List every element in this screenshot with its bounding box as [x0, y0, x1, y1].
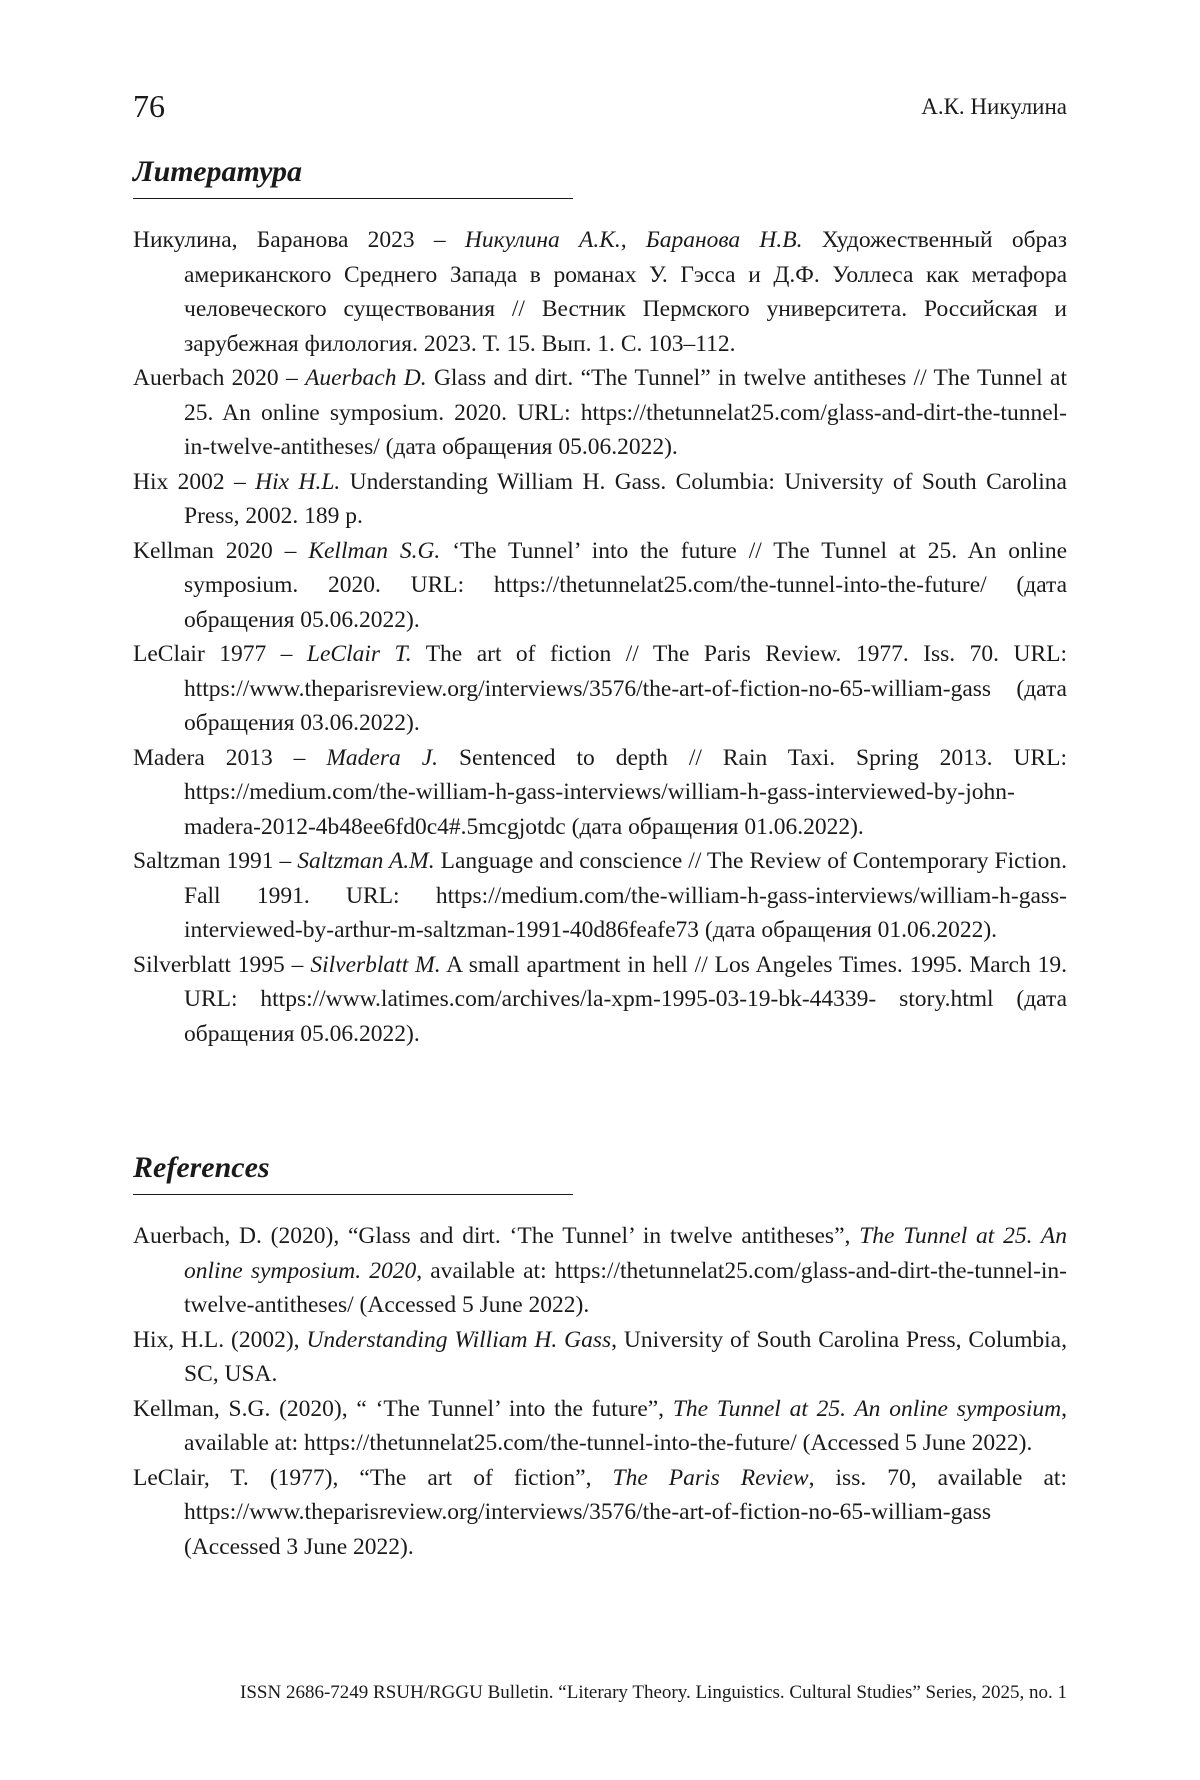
reference-body: , available at: https://thetunnelat25.com/the-tunnel-into-the-future/ (Accessed 5 June 2022).	[184, 1395, 1068, 1456]
reference-source-title: The Tunnel at 25. An online symposium	[672, 1395, 1062, 1422]
reference-lead: Kellman, S.G. (2020), “ ‘The Tunnel’ into the future”,	[133, 1395, 673, 1422]
reference-authors: Kellman S.G.	[308, 537, 441, 564]
reference-body: Understanding William H. Gass. Columbia: University of South Carolina Press, 2002. 189 p.	[184, 468, 1067, 529]
reference-body: ‘The Tunnel’ into the future // The Tunnel at 25. An online symposium. 2020. URL: https://thetunnelat25.com/the-tunnel-into-the-future/ (дата обращения 05.06.2022).	[184, 537, 1067, 633]
reference-authors: Silverblatt M.	[310, 951, 441, 978]
reference-entry	[133, 534, 1067, 638]
journal-footer: ISSN 2686-7249 RSUH/RGGU Bulletin. “Literary Theory. Linguistics. Cultural Studies” Series, 2025, no. 1	[240, 1682, 1067, 1703]
reference-key: Kellman 2020 –	[133, 537, 309, 564]
reference-key: Auerbach 2020 –	[133, 365, 306, 391]
reference-entry	[133, 1392, 1067, 1461]
page-number: 76	[133, 88, 165, 124]
reference-authors: Auerbach D.	[305, 365, 427, 391]
reference-entry	[133, 637, 1067, 741]
reference-entry	[133, 948, 1067, 1052]
references-section	[133, 1148, 1067, 1564]
reference-key: Saltzman 1991 –	[133, 848, 298, 874]
reference-body: , University of South Carolina Press, Columbia, SC, USA.	[184, 1326, 1067, 1387]
reference-key: Madera 2013 –	[133, 744, 327, 771]
reference-body: The art of fiction // The Paris Review. 1977. Iss. 70. URL: https://www.theparisreview.org/interviews/3576/the-art-of-fiction-no-65-william-gass (дата обращения 03.06.2022).	[184, 641, 1067, 736]
reference-authors: Saltzman A.M.	[297, 848, 435, 874]
reference-entry	[133, 1323, 1067, 1392]
reference-entry	[133, 361, 1067, 465]
reference-body: , iss. 70, available at: https://www.theparisreview.org/interviews/3576/the-art-of-fiction-no-65-william-gass (Accessed 3 June 2022).	[184, 1464, 1067, 1560]
reference-body: , available at: https://thetunnelat25.com/glass-and-dirt-the-tunnel-in-twelve-antitheses/ (Accessed 5 June 2022).	[184, 1257, 1068, 1318]
literature-section	[133, 152, 1067, 1051]
reference-key: Silverblatt 1995 –	[133, 951, 311, 978]
section-divider	[133, 198, 573, 199]
section-divider	[133, 1194, 573, 1195]
reference-entry	[133, 741, 1067, 845]
reference-authors: Hix H.L.	[255, 468, 341, 495]
reference-key: Никулина, Баранова 2023 –	[133, 227, 465, 253]
literature-title: Литература	[133, 155, 303, 188]
reference-key: Hix 2002 –	[133, 468, 256, 495]
reference-body: Glass and dirt. “The Tunnel” in twelve antitheses // The Tunnel at 25. An online symposium. 2020. URL: https://thetunnelat25.com/glass-and-dirt-the-tunnel-in-twelve-antitheses/ (дата обращения 05.06.2022).	[184, 365, 1067, 460]
reference-entry	[133, 223, 1067, 361]
reference-key: LeClair 1977 –	[133, 641, 307, 667]
reference-lead: LeClair, T. (1977), “The art of fiction”,	[133, 1464, 613, 1491]
reference-body: Художественный образ американского Среднего Запада в романах У. Гэсса и Д.Ф. Уоллеса как метафора человеческого существования // Вестник Пермского университета. Российская и зарубежная филология. 2023. Т. 15. Вып. 1. С. 103–112.	[184, 227, 1067, 357]
reference-entry	[133, 465, 1067, 534]
reference-body: A small apartment in hell // Los Angeles Times. 1995. March 19. URL: https://www.latimes.com/archives/la-xpm-1995-03-19-bk-44339- story.html (дата обращения 05.06.2022).	[184, 951, 1067, 1047]
reference-authors: Никулина А.К., Баранова Н.В.	[464, 227, 803, 253]
running-head-author: А.К. Никулина	[921, 94, 1067, 119]
reference-entry	[133, 1219, 1067, 1323]
reference-authors: Madera J.	[326, 744, 439, 771]
reference-authors: LeClair T.	[306, 641, 412, 667]
reference-source-title: The Paris Review	[612, 1464, 809, 1491]
reference-lead: Hix, H.L. (2002),	[133, 1326, 307, 1353]
reference-lead: Auerbach, D. (2020), “Glass and dirt. ‘The Tunnel’ in twelve antitheses”,	[133, 1223, 860, 1249]
reference-entry	[133, 1461, 1067, 1565]
reference-source-title: The Tunnel at 25. An online symposium. 2020	[184, 1223, 1067, 1284]
reference-body: Sentenced to depth // Rain Taxi. Spring 2013. URL: https://medium.com/the-william-h-gass-interviews/william-h-gass-interviewed-by-john-madera-2012-4b48ee6fd0c4#.5mcgjotdc (дата обращения 01.06.2022).	[184, 744, 1067, 840]
reference-body: Language and conscience // The Review of Contemporary Fiction. Fall 1991. URL: https://medium.com/the-william-h-gass-interviews/william-h-gass-interviewed-by-arthur-m-saltzman-1991-40d86feafe73 (дата обращения 01.06.2022).	[184, 848, 1068, 943]
reference-source-title: Understanding William H. Gass	[306, 1326, 612, 1353]
references-title: References	[133, 1151, 270, 1184]
reference-entry	[133, 844, 1067, 948]
